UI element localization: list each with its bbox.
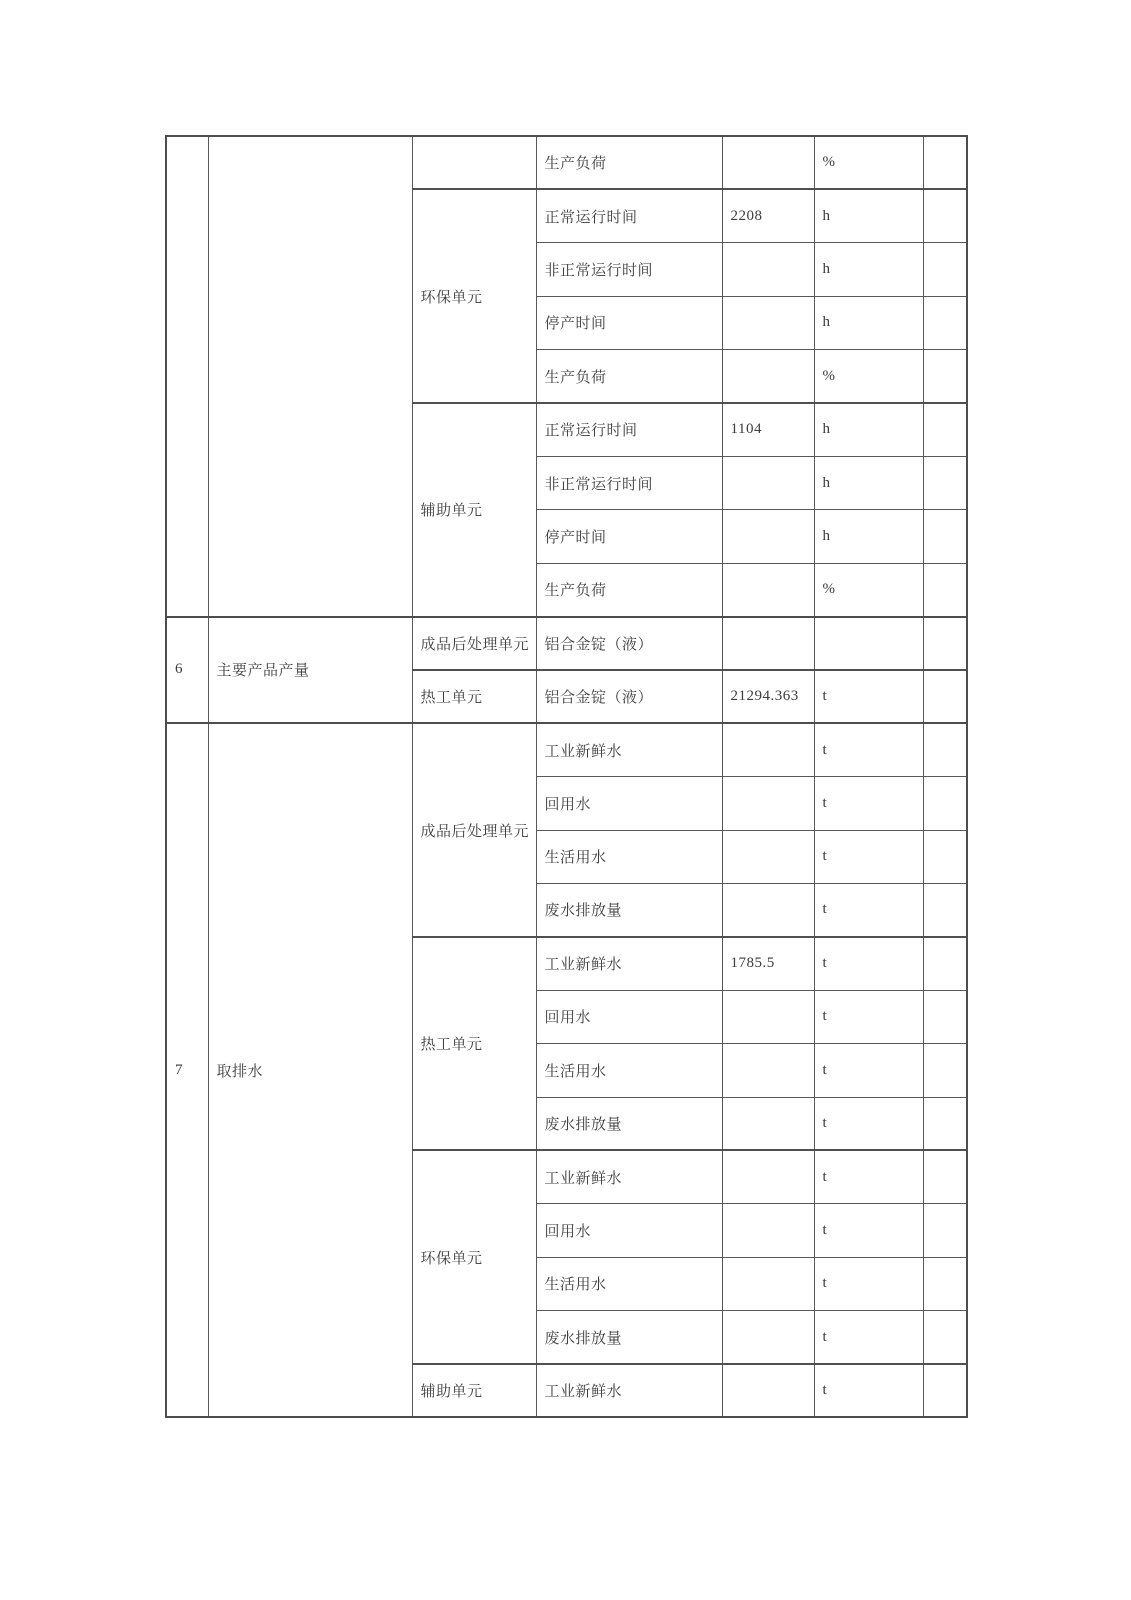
remark-cell	[923, 563, 967, 616]
remark-cell	[923, 1364, 967, 1417]
item-cell: 非正常运行时间	[536, 456, 722, 509]
remark-cell	[923, 1204, 967, 1257]
item-cell: 生产负荷	[536, 350, 722, 403]
measure-unit-cell: t	[814, 1364, 923, 1417]
item-cell: 生产负荷	[536, 136, 722, 189]
measure-unit-cell: t	[814, 670, 923, 723]
measure-unit-cell: t	[814, 1257, 923, 1310]
remark-cell	[923, 777, 967, 830]
remark-cell	[923, 1097, 967, 1150]
measure-unit-cell: t	[814, 830, 923, 883]
item-cell: 生活用水	[536, 1257, 722, 1310]
value-cell	[722, 777, 814, 830]
value-cell	[722, 883, 814, 936]
row-number-cell: 6	[166, 617, 208, 724]
remark-cell	[923, 1150, 967, 1203]
measure-unit-cell: t	[814, 1097, 923, 1150]
row-number-cell	[166, 136, 208, 617]
unit-group-cell: 辅助单元	[412, 1364, 536, 1417]
item-cell: 生产负荷	[536, 563, 722, 616]
remark-cell	[923, 883, 967, 936]
remark-cell	[923, 1257, 967, 1310]
measure-unit-cell: t	[814, 883, 923, 936]
measure-unit-cell: t	[814, 1311, 923, 1364]
unit-group-cell	[412, 136, 536, 189]
remark-cell	[923, 243, 967, 296]
item-cell: 生活用水	[536, 830, 722, 883]
remark-cell	[923, 723, 967, 776]
value-cell: 1785.5	[722, 937, 814, 990]
item-cell: 正常运行时间	[536, 403, 722, 456]
measure-unit-cell: t	[814, 1150, 923, 1203]
measure-unit-cell: t	[814, 1204, 923, 1257]
remark-cell	[923, 510, 967, 563]
remark-cell	[923, 403, 967, 456]
measure-unit-cell: h	[814, 296, 923, 349]
row-number-cell: 7	[166, 723, 208, 1417]
value-cell	[722, 1311, 814, 1364]
value-cell	[722, 136, 814, 189]
item-cell: 回用水	[536, 990, 722, 1043]
unit-group-cell: 环保单元	[412, 1150, 536, 1364]
item-cell: 废水排放量	[536, 1097, 722, 1150]
unit-group-cell: 成品后处理单元	[412, 723, 536, 937]
item-cell: 回用水	[536, 777, 722, 830]
measure-unit-cell	[814, 617, 923, 670]
item-cell: 停产时间	[536, 510, 722, 563]
measure-unit-cell: h	[814, 403, 923, 456]
value-cell: 2208	[722, 189, 814, 242]
measure-unit-cell: t	[814, 777, 923, 830]
item-cell: 废水排放量	[536, 883, 722, 936]
value-cell	[722, 243, 814, 296]
item-cell: 废水排放量	[536, 1311, 722, 1364]
item-cell: 工业新鲜水	[536, 723, 722, 776]
value-cell	[722, 990, 814, 1043]
measure-unit-cell: t	[814, 1044, 923, 1097]
value-cell	[722, 1204, 814, 1257]
remark-cell	[923, 617, 967, 670]
measure-unit-cell: h	[814, 189, 923, 242]
measure-unit-cell: %	[814, 350, 923, 403]
value-cell	[722, 510, 814, 563]
measure-unit-cell: h	[814, 510, 923, 563]
category-cell: 取排水	[208, 723, 412, 1417]
remark-cell	[923, 830, 967, 883]
value-cell	[722, 1150, 814, 1203]
remark-cell	[923, 189, 967, 242]
item-cell: 正常运行时间	[536, 189, 722, 242]
value-cell: 21294.363	[722, 670, 814, 723]
item-cell: 停产时间	[536, 296, 722, 349]
item-cell: 工业新鲜水	[536, 1150, 722, 1203]
measure-unit-cell: %	[814, 563, 923, 616]
remark-cell	[923, 350, 967, 403]
value-cell	[722, 1364, 814, 1417]
item-cell: 铝合金锭（液）	[536, 670, 722, 723]
unit-group-cell: 热工单元	[412, 937, 536, 1151]
item-cell: 工业新鲜水	[536, 1364, 722, 1417]
table-row	[166, 136, 967, 189]
unit-group-cell: 成品后处理单元	[412, 617, 536, 670]
value-cell	[722, 617, 814, 670]
unit-group-cell: 环保单元	[412, 189, 536, 403]
remark-cell	[923, 1311, 967, 1364]
measure-unit-cell: t	[814, 937, 923, 990]
measure-unit-cell: h	[814, 243, 923, 296]
item-cell: 生活用水	[536, 1044, 722, 1097]
item-cell: 工业新鲜水	[536, 937, 722, 990]
category-cell	[208, 136, 412, 617]
item-cell: 非正常运行时间	[536, 243, 722, 296]
measure-unit-cell: h	[814, 456, 923, 509]
value-cell	[722, 350, 814, 403]
value-cell	[722, 456, 814, 509]
remark-cell	[923, 990, 967, 1043]
value-cell: 1104	[722, 403, 814, 456]
item-cell: 铝合金锭（液）	[536, 617, 722, 670]
remark-cell	[923, 1044, 967, 1097]
value-cell	[722, 1257, 814, 1310]
value-cell	[722, 1044, 814, 1097]
unit-group-cell: 热工单元	[412, 670, 536, 723]
remark-cell	[923, 937, 967, 990]
value-cell	[722, 830, 814, 883]
item-cell: 回用水	[536, 1204, 722, 1257]
table-row	[166, 723, 967, 776]
operation-data-table	[165, 135, 968, 1418]
remark-cell	[923, 296, 967, 349]
measure-unit-cell: t	[814, 723, 923, 776]
value-cell	[722, 1097, 814, 1150]
category-cell: 主要产品产量	[208, 617, 412, 724]
measure-unit-cell: %	[814, 136, 923, 189]
value-cell	[722, 563, 814, 616]
remark-cell	[923, 136, 967, 189]
remark-cell	[923, 456, 967, 509]
unit-group-cell: 辅助单元	[412, 403, 536, 617]
value-cell	[722, 296, 814, 349]
value-cell	[722, 723, 814, 776]
table-row	[166, 617, 967, 670]
remark-cell	[923, 670, 967, 723]
measure-unit-cell: t	[814, 990, 923, 1043]
